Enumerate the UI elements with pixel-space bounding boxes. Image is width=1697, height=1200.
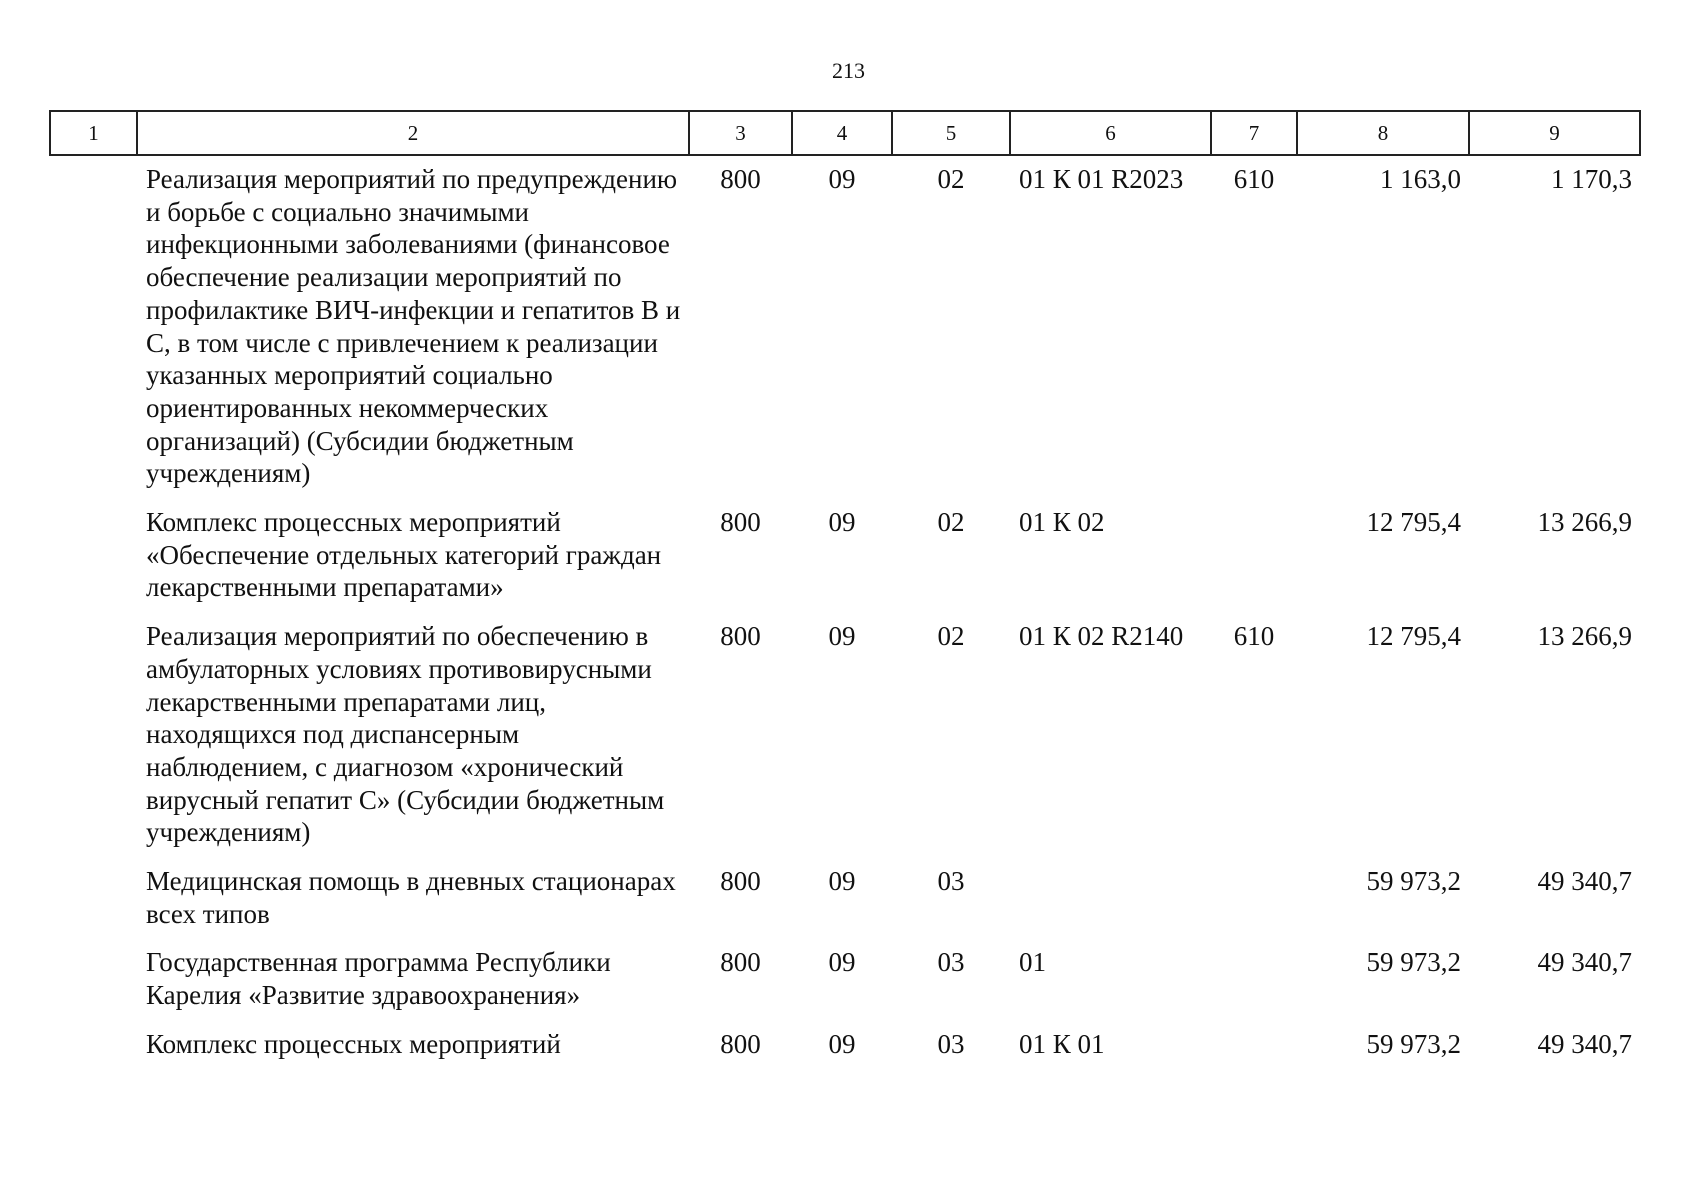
section-code: 09	[828, 507, 856, 538]
expense-type-code: 610	[1233, 164, 1275, 194]
row-name: Комплекс процессных мероприятий	[146, 1028, 561, 1059]
amount-column-9: 49 340,7	[1537, 866, 1632, 897]
row-index-cell	[50, 155, 137, 506]
expense-type-code	[1211, 1028, 1297, 1077]
row-index-cell	[50, 1028, 137, 1077]
amount-column-8: 12 795,4	[1366, 507, 1461, 538]
row-name: Медицинская помощь в дневных стационарах всех типов	[146, 866, 676, 929]
ministry-code: 800	[720, 947, 761, 978]
amount-column-9: 49 340,7	[1537, 947, 1632, 978]
table-row	[50, 506, 1640, 620]
expense-type-code	[1211, 506, 1297, 620]
column-header-1: 1	[50, 111, 137, 155]
row-name: Комплекс процессных мероприятий «Обеспечение отдельных категорий граждан лекарственными препаратами»	[146, 507, 662, 603]
target-article-code	[1010, 865, 1211, 946]
amount-column-9: 1 170,3	[1551, 164, 1632, 194]
target-article-code: 01 К 01 R2023	[1019, 164, 1184, 194]
column-header-2: 2	[137, 111, 689, 155]
budget-table	[49, 110, 1641, 1077]
section-code: 09	[828, 866, 856, 897]
subsection-code: 02	[937, 164, 965, 194]
section-code: 09	[828, 947, 856, 978]
ministry-code: 800	[720, 1028, 761, 1059]
section-code: 09	[828, 621, 856, 652]
row-name: Реализация мероприятий по обеспечению в амбулаторных условиях противовирусными лекарственными препаратами лиц, находящихся под диспансерным наблюдением, с диагнозом «хронический вирусный гепатит С» (Субсидии бюджетным учреждениям)	[146, 621, 665, 848]
column-number-row	[50, 111, 1640, 155]
row-name: Государственная программа Республики Карелия «Развитие здравоохранения»	[146, 947, 611, 1011]
row-index-cell	[50, 506, 137, 620]
section-code: 09	[828, 164, 856, 194]
amount-column-8: 12 795,4	[1366, 621, 1461, 652]
subsection-code: 03	[937, 1028, 965, 1059]
column-header-3: 3	[689, 111, 792, 155]
amount-column-9: 13 266,9	[1537, 507, 1632, 538]
column-header-7: 7	[1211, 111, 1297, 155]
amount-column-9: 49 340,7	[1537, 1028, 1632, 1059]
ministry-code: 800	[720, 621, 761, 652]
subsection-code: 03	[937, 866, 965, 897]
amount-column-8: 1 163,0	[1380, 164, 1461, 194]
table-row	[50, 865, 1640, 946]
table-row	[50, 155, 1640, 506]
row-index-cell	[50, 620, 137, 865]
column-header-5: 5	[892, 111, 1010, 155]
table-body	[50, 155, 1640, 1077]
ministry-code: 800	[720, 507, 761, 538]
column-header-9: 9	[1469, 111, 1640, 155]
target-article-code: 01 К 02 R2140	[1019, 621, 1184, 652]
subsection-code: 02	[937, 507, 965, 538]
expense-type-code: 610	[1233, 621, 1275, 652]
target-article-code: 01	[1019, 947, 1046, 978]
table-row	[50, 620, 1640, 865]
row-index-cell	[50, 865, 137, 946]
amount-column-8: 59 973,2	[1366, 1028, 1461, 1059]
table-row	[50, 1028, 1640, 1077]
expense-type-code	[1211, 865, 1297, 946]
page-number: 213	[832, 58, 865, 83]
column-header-4: 4	[792, 111, 892, 155]
expense-type-code	[1211, 946, 1297, 1027]
section-code: 09	[828, 1028, 856, 1059]
amount-column-8: 59 973,2	[1366, 866, 1461, 897]
table-row	[50, 946, 1640, 1027]
target-article-code: 01 К 02	[1019, 507, 1105, 538]
amount-column-9: 13 266,9	[1537, 621, 1632, 652]
row-name: Реализация мероприятий по предупреждению и борьбе с социально значимыми инфекционными заболеваниями (финансовое обеспечение реализации мероприятий по профилактике ВИЧ-инфекции и гепатитов В и С, в том числе с привлечением к реализации указанных мероприятий социально ориентированных некоммерческих организаций) (Субсидии бюджетным учреждениям)	[146, 164, 681, 489]
ministry-code: 800	[720, 164, 761, 194]
table-header	[50, 111, 1640, 155]
row-index-cell	[50, 946, 137, 1027]
subsection-code: 03	[937, 947, 965, 978]
column-header-6: 6	[1010, 111, 1211, 155]
ministry-code: 800	[720, 866, 761, 897]
amount-column-8: 59 973,2	[1366, 947, 1461, 978]
target-article-code: 01 К 01	[1019, 1028, 1105, 1059]
subsection-code: 02	[937, 621, 965, 652]
column-header-8: 8	[1297, 111, 1469, 155]
